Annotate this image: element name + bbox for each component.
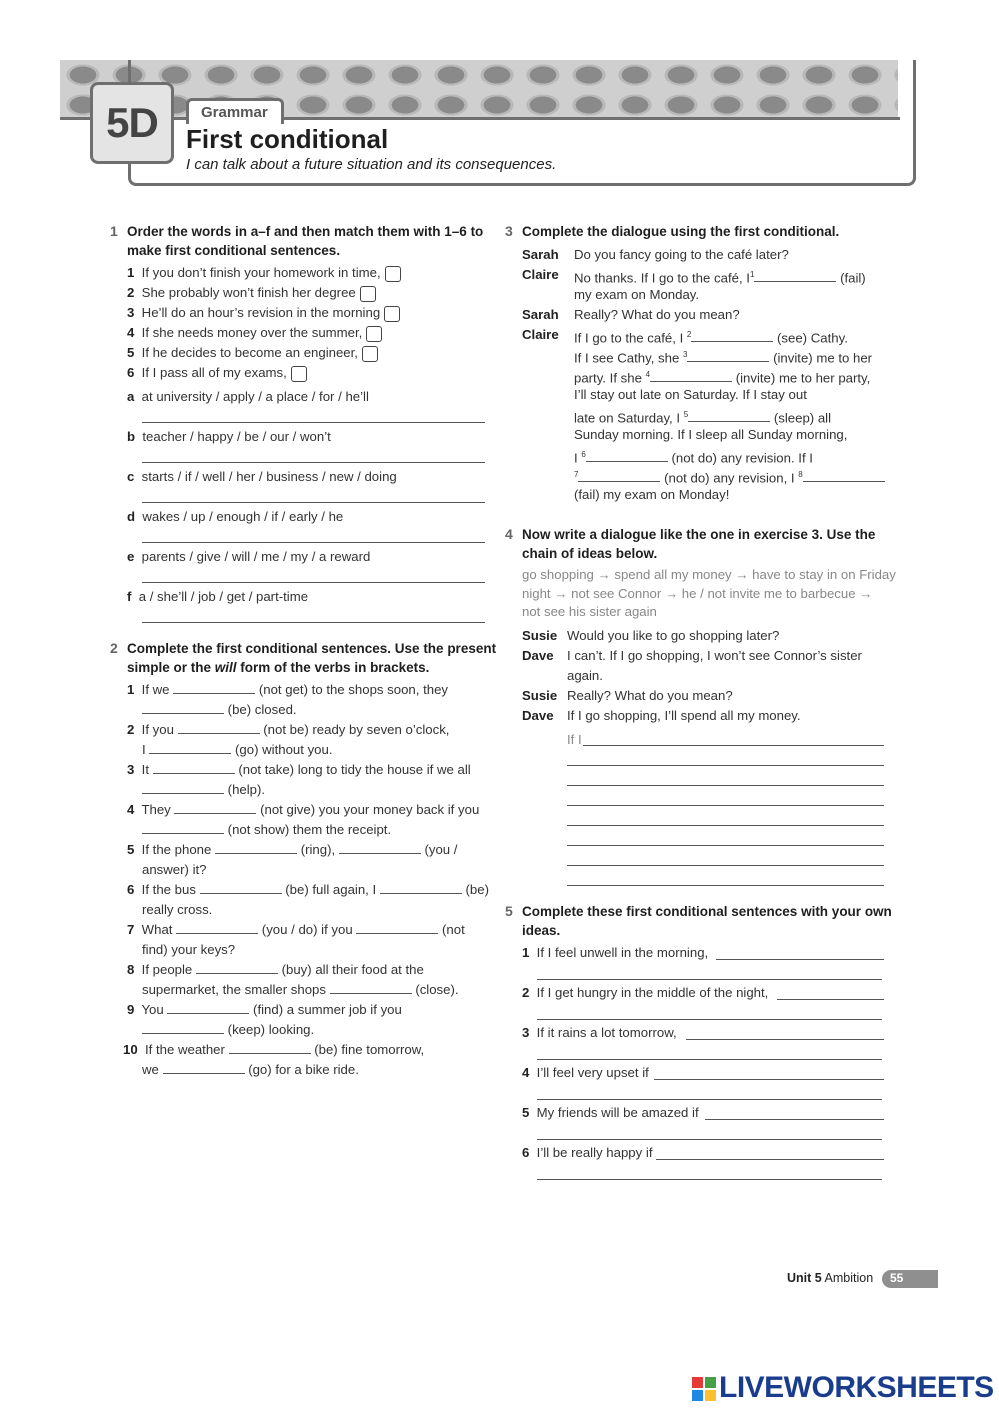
ex4-heading-line1: Now write a dialogue like the one in exercise 3. Use the	[522, 527, 876, 542]
prompt-text: at university / apply / a place / for / he’ll	[141, 389, 369, 404]
page-subtitle: I can talk about a future situation and its consequences.	[186, 156, 557, 173]
item-text: (not give) you your money back if you	[260, 802, 480, 817]
prompt-letter: e	[127, 549, 135, 564]
ex5-item	[522, 1063, 649, 1083]
dialogue-line: Really? What do you mean?	[574, 307, 740, 322]
answer-line[interactable]	[142, 502, 485, 503]
blank-index: 1	[749, 270, 755, 279]
ex2-item-cont	[142, 740, 333, 760]
item-text: She probably won’t finish her degree	[141, 285, 356, 300]
ex2-item	[127, 960, 424, 980]
prompt-letter: a	[127, 389, 135, 404]
ex2-item-cont	[142, 900, 212, 920]
blank-field[interactable]	[330, 981, 412, 994]
ex5-item	[522, 943, 708, 963]
item-text: What	[141, 922, 173, 937]
ex5-item	[522, 983, 768, 1003]
ex1-item	[127, 343, 378, 363]
ex2-item	[127, 760, 471, 780]
ex5-heading	[522, 902, 892, 940]
speaker-claire: Claire	[522, 267, 559, 282]
item-text: My friends will be amazed if	[536, 1105, 699, 1120]
item-text: (help).	[227, 782, 266, 797]
blank-field[interactable]	[149, 741, 231, 754]
prompt-text: parents / give / will / me / my / a reward	[141, 549, 371, 564]
blank-field[interactable]	[754, 269, 836, 282]
writing-line[interactable]	[583, 745, 884, 746]
writing-line[interactable]	[567, 825, 884, 826]
item-text: If you don’t finish your homework in time,	[141, 265, 381, 280]
ex1-item	[127, 323, 382, 343]
dialogue-line: Would you like to go shopping later?	[567, 628, 780, 643]
item-number: 9	[127, 1002, 135, 1017]
item-text: (be) fine tomorrow,	[314, 1042, 425, 1057]
blank-field[interactable]	[229, 1041, 311, 1054]
ex5-heading-line2: ideas.	[522, 923, 561, 938]
answer-line[interactable]	[656, 1159, 884, 1160]
item-text: (not be) ready by seven o’clock,	[263, 722, 450, 737]
answer-line[interactable]	[142, 542, 485, 543]
answer-line[interactable]	[537, 1179, 882, 1180]
item-text: I	[142, 742, 146, 757]
item-text: If you	[141, 722, 174, 737]
watermark-text: LIVEWORKSHEETS	[719, 1371, 994, 1404]
ex1-number: 1	[110, 223, 118, 239]
blank-field[interactable]	[803, 469, 885, 482]
blank-field[interactable]	[215, 841, 297, 854]
item-number: 3	[522, 1025, 530, 1040]
item-text: If it rains a lot tomorrow,	[536, 1025, 677, 1040]
section-tab: Grammar	[186, 98, 284, 124]
item-text: (you /	[424, 842, 458, 857]
item-text: (you / do) if you	[261, 922, 353, 937]
item-number: 2	[522, 985, 530, 1000]
item-text: (go) for a bike ride.	[248, 1062, 359, 1077]
item-number: 5	[522, 1105, 530, 1120]
blank-field[interactable]	[586, 449, 668, 462]
writing-start: If I	[567, 732, 582, 747]
ex5-number: 5	[505, 903, 513, 919]
prompt-letter: c	[127, 469, 135, 484]
answer-line[interactable]	[142, 462, 485, 463]
ex1-item	[127, 263, 401, 283]
blank-field[interactable]	[142, 821, 224, 834]
item-number: 4	[522, 1065, 530, 1080]
ex2-item	[127, 920, 465, 940]
ex1-word-prompt	[127, 467, 397, 487]
answer-box[interactable]	[366, 326, 382, 342]
blank-field[interactable]	[196, 961, 278, 974]
idea-chain	[522, 566, 896, 622]
chain-line: go shopping → spend all my money → have to stay in on Friday	[522, 567, 896, 582]
ex2-item	[127, 840, 457, 860]
dialogue-line: I’ll stay out late on Saturday. If I stay out	[574, 387, 807, 402]
answer-line[interactable]	[537, 1099, 882, 1100]
ex5-item	[522, 1023, 677, 1043]
dialogue-line: again.	[567, 668, 603, 683]
dialogue-line: (fail) my exam on Monday!	[574, 487, 730, 502]
answer-line[interactable]	[686, 1039, 884, 1040]
ex5-item	[522, 1103, 699, 1123]
ex2-item-cont	[142, 1020, 314, 1040]
line-text: I	[574, 450, 578, 466]
blank-field[interactable]	[142, 1021, 224, 1034]
answer-line[interactable]	[142, 422, 485, 423]
blank-field[interactable]	[339, 841, 421, 854]
blank-field[interactable]	[174, 801, 256, 814]
answer-box[interactable]	[362, 346, 378, 362]
answer-line[interactable]	[777, 999, 884, 1000]
dialogue-line: If I go shopping, I’ll spend all my money.	[567, 708, 801, 723]
line-text: (not do) any revision, I	[664, 470, 795, 486]
blank-field[interactable]	[578, 469, 660, 482]
prompt-letter: f	[127, 589, 132, 604]
ex2-item-cont	[142, 1060, 359, 1080]
logo-square	[705, 1377, 716, 1388]
item-text: If she needs money over the summer,	[141, 325, 363, 340]
footer-unit	[787, 1271, 873, 1285]
ex1-word-prompt	[127, 587, 308, 607]
item-text: (buy) all their food at the	[281, 962, 424, 977]
blank-field[interactable]	[691, 329, 773, 342]
blank-field[interactable]	[687, 349, 769, 362]
dialogue-line: my exam on Monday.	[574, 287, 700, 302]
ex2-item	[127, 800, 479, 820]
speaker-sarah: Sarah	[522, 307, 559, 322]
ex5-item	[522, 1143, 653, 1163]
blank-index: 4	[645, 370, 651, 379]
item-text: I’ll be really happy if	[536, 1145, 653, 1160]
ex4-number: 4	[505, 526, 513, 542]
writing-line[interactable]	[567, 805, 884, 806]
item-number: 8	[127, 962, 135, 977]
item-text: If he decides to become an engineer,	[141, 345, 358, 360]
line-text: If I go to the café, I	[574, 330, 684, 346]
blank-field[interactable]	[200, 881, 282, 894]
answer-line[interactable]	[142, 582, 485, 583]
prompt-text: teacher / happy / be / our / won’t	[142, 429, 331, 444]
blank-field[interactable]	[176, 921, 258, 934]
blank-index: 7	[574, 470, 579, 479]
blank-index: 3	[682, 350, 688, 359]
ex1-word-prompt	[127, 547, 370, 567]
ex2-heading	[127, 639, 496, 677]
lesson-badge: 5D	[90, 82, 174, 164]
ex1-item	[127, 303, 400, 323]
chain-line: night → not see Connor → he / not invite me to barbecue →	[522, 585, 873, 601]
ex1-heading	[127, 222, 483, 260]
ex2-item-cont	[142, 940, 235, 960]
ex2-item-cont	[142, 700, 297, 720]
line-text: (fail)	[840, 270, 866, 286]
item-text: (be)	[465, 882, 489, 897]
ex2-item-cont	[142, 780, 265, 800]
item-text: If I get hungry in the middle of the night,	[536, 985, 769, 1000]
item-number: 2	[127, 722, 135, 737]
blank-field[interactable]	[650, 369, 732, 382]
item-text: (keep) looking.	[227, 1022, 315, 1037]
speaker-dave: Dave	[522, 648, 554, 663]
item-number: 3	[127, 305, 135, 320]
unit-name: Ambition	[824, 1271, 874, 1285]
speaker-susie: Susie	[522, 688, 558, 703]
dialogue-line: Really? What do you mean?	[567, 688, 733, 703]
writing-line[interactable]	[567, 885, 884, 886]
item-text: (be) full again, I	[285, 882, 377, 897]
answer-box[interactable]	[291, 366, 307, 382]
ex2-heading-line2	[127, 658, 496, 677]
ex4-heading-line2: chain of ideas below.	[522, 546, 658, 561]
page-title: First conditional	[186, 124, 389, 154]
item-number: 1	[127, 265, 135, 280]
line-text: (invite) me to her party,	[735, 370, 871, 386]
ex2-item	[123, 1040, 424, 1060]
answer-box[interactable]	[384, 306, 400, 322]
logo-square	[692, 1377, 703, 1388]
blank-field[interactable]	[178, 721, 260, 734]
page-number: 55	[882, 1270, 938, 1288]
ex2-item	[127, 880, 489, 900]
line-text: (invite) me to her	[773, 350, 873, 366]
item-text: They	[141, 802, 171, 817]
item-text: He’ll do an hour’s revision in the morning	[141, 305, 381, 320]
item-number: 5	[127, 842, 135, 857]
ex1-item	[127, 283, 376, 303]
answer-line[interactable]	[716, 959, 884, 960]
logo-square	[692, 1390, 703, 1401]
item-text: If the bus	[141, 882, 196, 897]
writing-line[interactable]	[567, 785, 884, 786]
item-number: 3	[127, 762, 135, 777]
line-text: No thanks. If I go to the café, I	[574, 270, 750, 286]
line-text: (sleep) all	[773, 410, 832, 426]
ex2-heading-line1: Complete the first conditional sentences. Use the present	[127, 641, 497, 656]
item-number: 7	[127, 922, 135, 937]
item-number: 10	[123, 1042, 138, 1057]
heading-emphasis: will	[214, 660, 237, 675]
answer-box[interactable]	[360, 286, 376, 302]
blank-field[interactable]	[380, 881, 462, 894]
ex4-heading	[522, 525, 875, 563]
blank-field[interactable]	[153, 761, 235, 774]
item-text: I’ll feel very upset if	[536, 1065, 649, 1080]
heading-part: form of the verbs in brackets.	[236, 660, 430, 675]
item-text: find) your keys?	[142, 942, 236, 957]
blank-index: 6	[581, 450, 586, 459]
unit-label: Unit 5	[787, 1271, 822, 1285]
prompt-letter: d	[127, 509, 136, 524]
prompt-text: wakes / up / enough / if / early / he	[142, 509, 344, 524]
ex1-heading-line2: make first conditional sentences.	[127, 243, 341, 258]
ex2-item	[127, 680, 448, 700]
speaker-dave: Dave	[522, 708, 554, 723]
item-text: (not take) long to tidy the house if we all	[238, 762, 471, 777]
blank-field[interactable]	[356, 921, 438, 934]
line-text: If I see Cathy, she	[574, 350, 680, 366]
writing-line[interactable]	[567, 845, 884, 846]
ex2-number: 2	[110, 640, 118, 656]
item-text: (find) a summer job if you	[253, 1002, 402, 1017]
item-number: 6	[127, 365, 135, 380]
ex2-item-cont	[142, 980, 459, 1000]
ex1-word-prompt	[127, 507, 343, 527]
ex3-number: 3	[505, 223, 513, 239]
dialogue-line: Do you fancy going to the café later?	[574, 247, 789, 262]
item-number: 1	[522, 945, 530, 960]
item-text: If I feel unwell in the morning,	[536, 945, 709, 960]
item-text: You	[141, 1002, 164, 1017]
blank-index: 2	[686, 330, 692, 339]
item-text: (be) closed.	[227, 702, 297, 717]
item-number: 4	[127, 325, 135, 340]
item-number: 2	[127, 285, 135, 300]
blank-field[interactable]	[167, 1001, 249, 1014]
speaker-sarah: Sarah	[522, 247, 559, 262]
item-text: If the phone	[141, 842, 212, 857]
item-number: 1	[127, 682, 135, 697]
item-text: (not	[442, 922, 465, 937]
item-text: It	[141, 762, 149, 777]
answer-line[interactable]	[537, 1139, 882, 1140]
dialogue-line: I can’t. If I go shopping, I won’t see Connor’s sister	[567, 648, 862, 663]
ex5-heading-line1: Complete these first conditional sentences with your own	[522, 904, 892, 919]
item-text: (not show) them the receipt.	[227, 822, 392, 837]
answer-line[interactable]	[705, 1119, 884, 1120]
ex2-item-cont	[142, 820, 391, 840]
ex3-heading: Complete the dialogue using the first conditional.	[522, 224, 840, 239]
answer-line[interactable]	[654, 1079, 884, 1080]
blank-field[interactable]	[163, 1061, 245, 1074]
ex1-word-prompt	[127, 427, 331, 447]
item-text: If we	[141, 682, 170, 697]
writing-line[interactable]	[567, 865, 884, 866]
item-text: (ring),	[300, 842, 336, 857]
blank-index: 5	[683, 410, 689, 419]
item-text: (go) without you.	[235, 742, 333, 757]
answer-line[interactable]	[142, 622, 485, 623]
item-text: If people	[141, 962, 193, 977]
ex1-word-prompt	[127, 387, 369, 407]
item-text: answer) it?	[142, 862, 207, 877]
item-text: we	[142, 1062, 159, 1077]
blank-index: 8	[798, 470, 803, 479]
line-text: (not do) any revision. If I	[671, 450, 813, 466]
answer-line[interactable]	[537, 1059, 882, 1060]
answer-box[interactable]	[385, 266, 401, 282]
heading-part: simple or the	[127, 660, 215, 675]
item-text: supermarket, the smaller shops	[142, 982, 326, 997]
item-text: If the weather	[145, 1042, 225, 1057]
item-number: 6	[522, 1145, 530, 1160]
speaker-susie: Susie	[522, 628, 558, 643]
item-text: (not get) to the shops soon, they	[258, 682, 449, 697]
item-number: 4	[127, 802, 135, 817]
line-text: (see) Cathy.	[777, 330, 848, 346]
ex1-heading-line1: Order the words in a–f and then match them with 1–6 to	[127, 224, 484, 239]
item-number: 6	[127, 882, 135, 897]
dialogue-line: Sunday morning. If I sleep all Sunday morning,	[574, 427, 848, 442]
ex1-item	[127, 363, 307, 383]
blank-field[interactable]	[142, 701, 224, 714]
prompt-text: starts / if / well / her / business / new / doing	[141, 469, 397, 484]
prompt-letter: b	[127, 429, 136, 444]
blank-field[interactable]	[142, 781, 224, 794]
chain-line: not see his sister again	[522, 604, 657, 619]
answer-line[interactable]	[537, 979, 882, 980]
ex2-item	[127, 1000, 402, 1020]
item-text: (close).	[415, 982, 459, 997]
writing-line[interactable]	[567, 765, 884, 766]
liveworksheets-watermark	[692, 1371, 994, 1405]
logo-square	[705, 1390, 716, 1401]
blank-field[interactable]	[688, 409, 770, 422]
item-text: really cross.	[142, 902, 213, 917]
item-text: If I pass all of my exams,	[141, 365, 287, 380]
line-text: late on Saturday, I	[574, 410, 681, 426]
line-text: party. If she	[574, 370, 642, 386]
item-number: 5	[127, 345, 135, 360]
ex2-item-cont	[142, 860, 207, 880]
answer-line[interactable]	[537, 1019, 882, 1020]
prompt-text: a / she’ll / job / get / part-time	[138, 589, 309, 604]
speaker-claire: Claire	[522, 327, 559, 342]
blank-field[interactable]	[173, 681, 255, 694]
ex2-item	[127, 720, 449, 740]
liveworksheets-logo-icon	[692, 1377, 716, 1401]
